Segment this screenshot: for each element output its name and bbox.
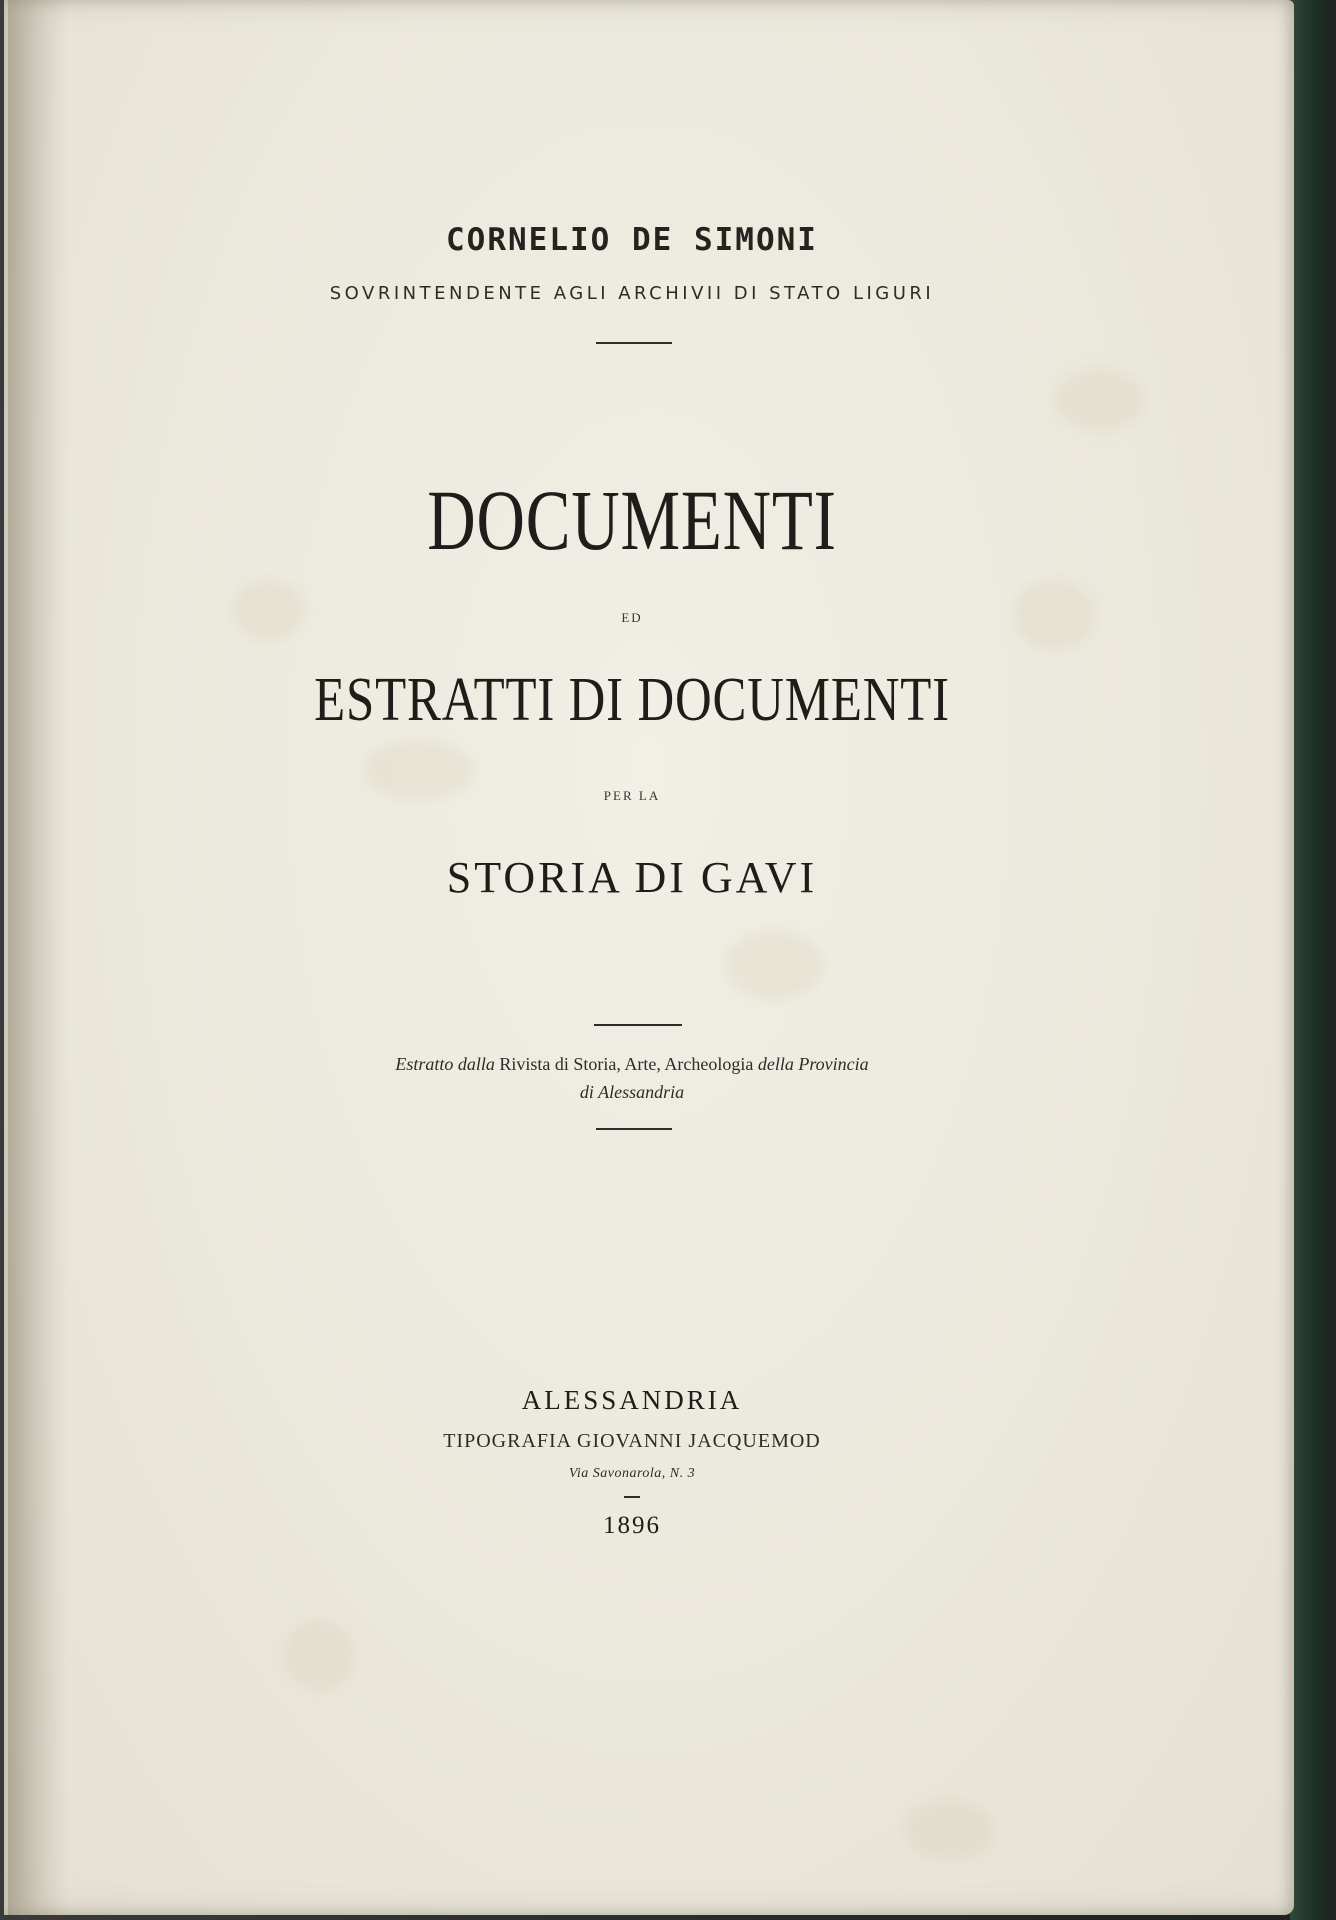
sub-title: ESTRATTI DI DOCUMENTI bbox=[314, 666, 950, 734]
extract-line-2: di Alessandria bbox=[579, 1082, 685, 1102]
title-conjunction: ED bbox=[621, 610, 643, 625]
imprint-publisher: TIPOGRAFIA GIOVANNI JACQUEMOD bbox=[443, 1430, 821, 1452]
divider-rule bbox=[624, 1496, 640, 1498]
imprint-year: 1896 bbox=[603, 1512, 661, 1539]
extract-line-1 bbox=[4, 1050, 1260, 1078]
foxing-stain bbox=[904, 1800, 994, 1860]
divider-rule bbox=[594, 1024, 682, 1026]
title-page bbox=[4, 0, 1294, 1915]
author-name: CORNELIO DE SIMONI bbox=[446, 222, 818, 258]
journal-name: Rivista di Storia, Arte, Archeologia bbox=[499, 1054, 754, 1074]
author-title: SOVRINTENDENTE AGLI ARCHIVII DI STATO LIGURI bbox=[329, 283, 935, 304]
main-title: DOCUMENTI bbox=[427, 472, 837, 568]
divider-rule bbox=[596, 1128, 672, 1130]
title-preposition: PER LA bbox=[603, 788, 661, 803]
book-cover-edge bbox=[1290, 0, 1336, 1920]
extract-suffix: della Provincia bbox=[757, 1054, 869, 1074]
imprint-place: ALESSANDRIA bbox=[521, 1385, 743, 1415]
subject-title: STORIA DI GAVI bbox=[446, 853, 818, 902]
foxing-stain bbox=[284, 1620, 354, 1690]
foxing-stain bbox=[724, 930, 824, 1000]
foxing-stain bbox=[1054, 370, 1144, 430]
imprint-address: Via Savonarola, N. 3 bbox=[568, 1466, 696, 1481]
divider-rule bbox=[596, 342, 672, 344]
extract-prefix: Estratto dalla bbox=[395, 1054, 495, 1074]
extract-note bbox=[4, 1050, 1260, 1106]
